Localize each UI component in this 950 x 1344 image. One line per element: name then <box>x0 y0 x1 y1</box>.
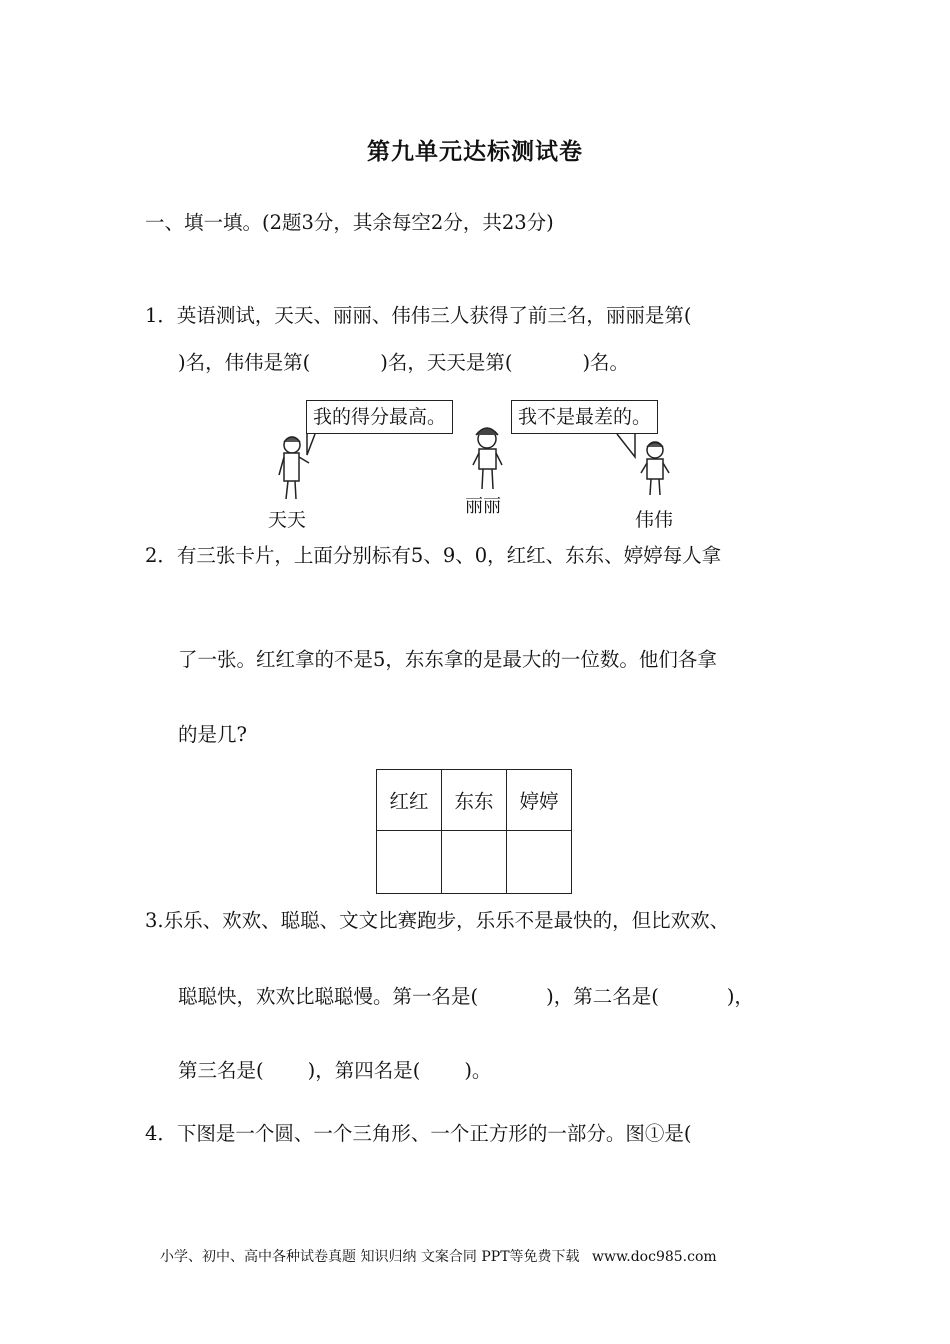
section-heading: 一、填一填。(2题3分，其余每空2分，共23分) <box>145 211 554 234</box>
card-answer-table <box>376 769 572 894</box>
table-answer-row <box>377 831 572 894</box>
q1-text-b: )名，天天是第( <box>380 351 513 374</box>
question-2-line-2: 了一张。红红拿的不是5，东东拿的是最大的一位数。他们各拿 <box>178 648 717 671</box>
speech-bubble-tiantian: 我的得分最高。 <box>306 400 453 434</box>
table-header-row <box>377 770 572 831</box>
footer-text: 小学、初中、高中各种试卷真题 知识归纳 文案合同 PPT等免费下载 <box>160 1249 580 1265</box>
child-tiantian-figure <box>279 437 309 499</box>
q1-text-c: )名。 <box>582 351 630 374</box>
q1-illustration <box>255 395 695 535</box>
q3-text-d: 第三名是( <box>178 1059 264 1082</box>
q3-text-b: )，第二名是( <box>546 985 659 1008</box>
q3-text-a: 聪聪快，欢欢比聪聪慢。第一名是( <box>178 985 479 1008</box>
header-tingting: 婷婷 <box>507 770 572 831</box>
q3-text-f: )。 <box>464 1059 492 1082</box>
question-2-line-3: 的是几? <box>178 723 247 746</box>
bubble-tail-right <box>617 434 635 457</box>
page-title: 第九单元达标测试卷 <box>367 139 583 165</box>
answer-cell-dongdong[interactable] <box>442 831 507 894</box>
question-1-line-2 <box>178 350 629 376</box>
child-weiwei-figure <box>641 442 669 495</box>
name-lili: 丽丽 <box>465 496 501 517</box>
bubble-tail-left <box>307 434 315 455</box>
name-weiwei: 伟伟 <box>635 509 674 531</box>
question-3-line-3 <box>178 1058 491 1084</box>
q3-text-e: )，第四名是( <box>307 1059 421 1082</box>
speech-bubble-weiwei: 我不是最差的。 <box>511 400 658 434</box>
question-3-line-1: 3.乐乐、欢欢、聪聪、文文比赛跑步，乐乐不是最快的，但比欢欢、 <box>145 909 730 932</box>
header-dongdong: 东东 <box>442 770 507 831</box>
answer-cell-tingting[interactable] <box>507 831 572 894</box>
page-footer <box>160 1246 725 1266</box>
header-honghong: 红红 <box>377 770 442 831</box>
footer-url[interactable]: www.doc985.com <box>591 1249 717 1265</box>
q1-text-a: )名，伟伟是第( <box>178 351 311 374</box>
question-1-line-1: 1．英语测试，天天、丽丽、伟伟三人获得了前三名，丽丽是第( <box>145 304 692 327</box>
name-tiantian: 天天 <box>268 509 307 531</box>
q3-text-c: )， <box>726 985 754 1008</box>
answer-cell-honghong[interactable] <box>377 831 442 894</box>
question-2-line-1: 2．有三张卡片，上面分别标有5、9、0，红红、东东、婷婷每人拿 <box>145 544 722 567</box>
question-4-line-1: 4．下图是一个圆、一个三角形、一个正方形的一部分。图①是( <box>145 1122 692 1145</box>
question-3-line-2 <box>178 984 754 1010</box>
child-lili-figure <box>473 428 502 489</box>
